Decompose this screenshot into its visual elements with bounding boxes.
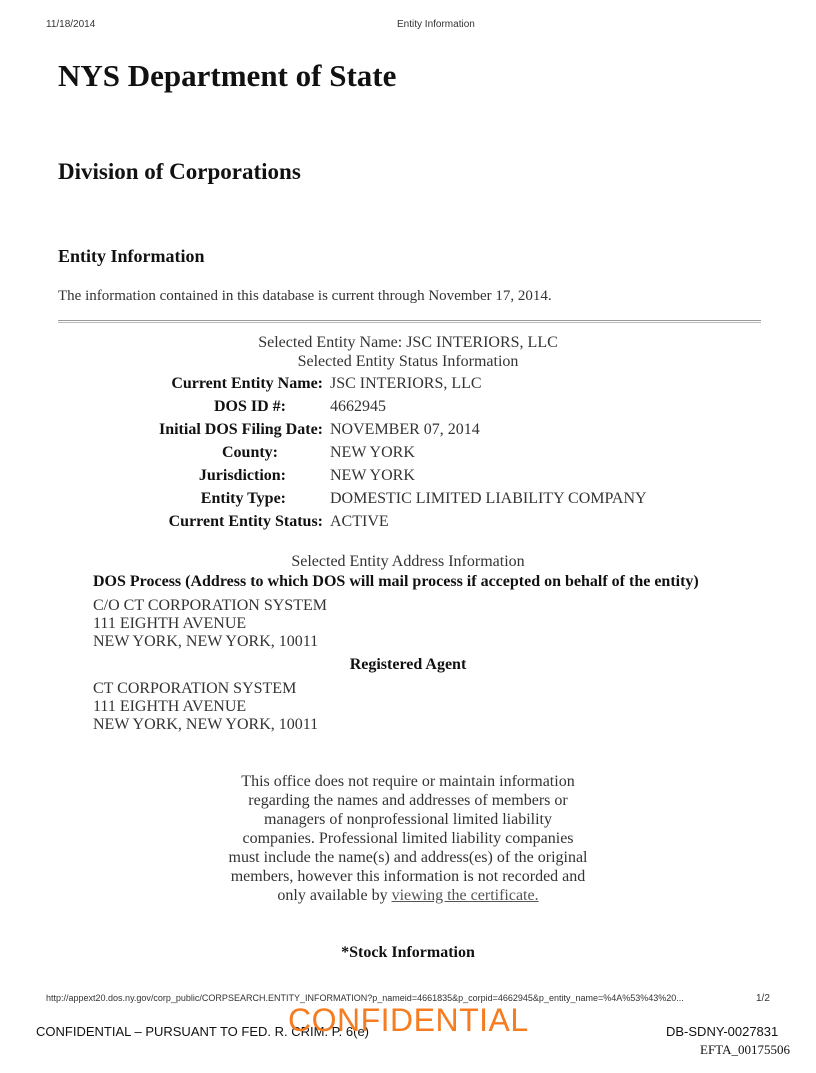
field-label: Entity Type: [200,490,286,507]
registered-agent-address-line: CT CORPORATION SYSTEM [93,680,297,697]
field-row [0,513,816,536]
field-label: Initial DOS Filing Date: [158,421,323,438]
field-row [0,398,816,421]
field-value: NEW YORK [330,467,415,484]
members-notice-text: This office does not require or maintain information regarding the names and addresses of members or managers of nonprofessional limited liability companies. Professional limited liability companies must include the name(s) and address(es) of the original members, however this information is not recorded and only available by [228,773,588,904]
field-value: DOMESTIC LIMITED LIABILITY COMPANY [330,490,647,507]
efta-number: EFTA_00175506 [700,1042,790,1057]
field-value: 4662945 [330,398,386,415]
field-row [0,467,816,490]
horizontal-divider [58,320,761,323]
registered-agent-address-line: NEW YORK, NEW YORK, 10011 [93,716,319,733]
field-label: Jurisdiction: [198,467,286,484]
field-row [0,490,816,513]
field-value: NOVEMBER 07, 2014 [330,421,480,438]
confidential-stamp: CONFIDENTIAL [288,1002,529,1038]
department-heading: NYS Department of State [58,58,397,93]
address-info-heading: Selected Entity Address Information [291,553,525,570]
bates-number: DB-SDNY-0027831 [666,1024,779,1039]
field-row [0,444,816,467]
field-value: NEW YORK [330,444,415,461]
field-value: ACTIVE [330,513,389,530]
status-info-heading: Selected Entity Status Information [297,353,519,370]
field-label: County: [221,444,278,461]
page-number: 1/2 [756,993,770,1004]
field-label: Current Entity Status: [168,513,323,530]
dos-process-address-line: 111 EIGHTH AVENUE [93,615,247,632]
dos-process-address-line: NEW YORK, NEW YORK, 10011 [93,633,319,650]
footer-url: http://appext20.dos.ny.gov/corp_public/CORPSEARCH.ENTITY_INFORMATION?p_nameid=4661835&p_corpid=4662945&p_entity_name=%4A%53%43%20... [46,993,684,1003]
view-certificate-link[interactable]: viewing the certificate. [391,887,539,904]
members-notice [228,772,588,905]
registered-agent-address-line: 111 EIGHTH AVENUE [93,698,247,715]
division-heading: Division of Corporations [58,159,301,184]
field-row [0,421,816,444]
dos-process-label: DOS Process (Address to which DOS will mail process if accepted on behalf of the entity) [93,573,699,590]
currency-notice: The information contained in this database is current through November 17, 2014. [58,288,552,304]
registered-agent-label: Registered Agent [349,656,467,673]
field-label: DOS ID #: [213,398,286,415]
print-title: Entity Information [397,19,475,30]
section-heading: Entity Information [58,246,205,266]
field-value: JSC INTERIORS, LLC [330,375,482,392]
dos-process-address-line: C/O CT CORPORATION SYSTEM [93,597,327,614]
confidential-notice: CONFIDENTIAL – PURSUANT TO FED. R. CRIM. P. 6(e) [36,1024,370,1039]
selected-entity-name: Selected Entity Name: JSC INTERIORS, LLC [258,334,558,351]
stock-info-heading: *Stock Information [341,944,475,961]
field-label: Current Entity Name: [171,375,323,392]
print-date: 11/18/2014 [46,19,96,30]
field-row [0,375,816,398]
